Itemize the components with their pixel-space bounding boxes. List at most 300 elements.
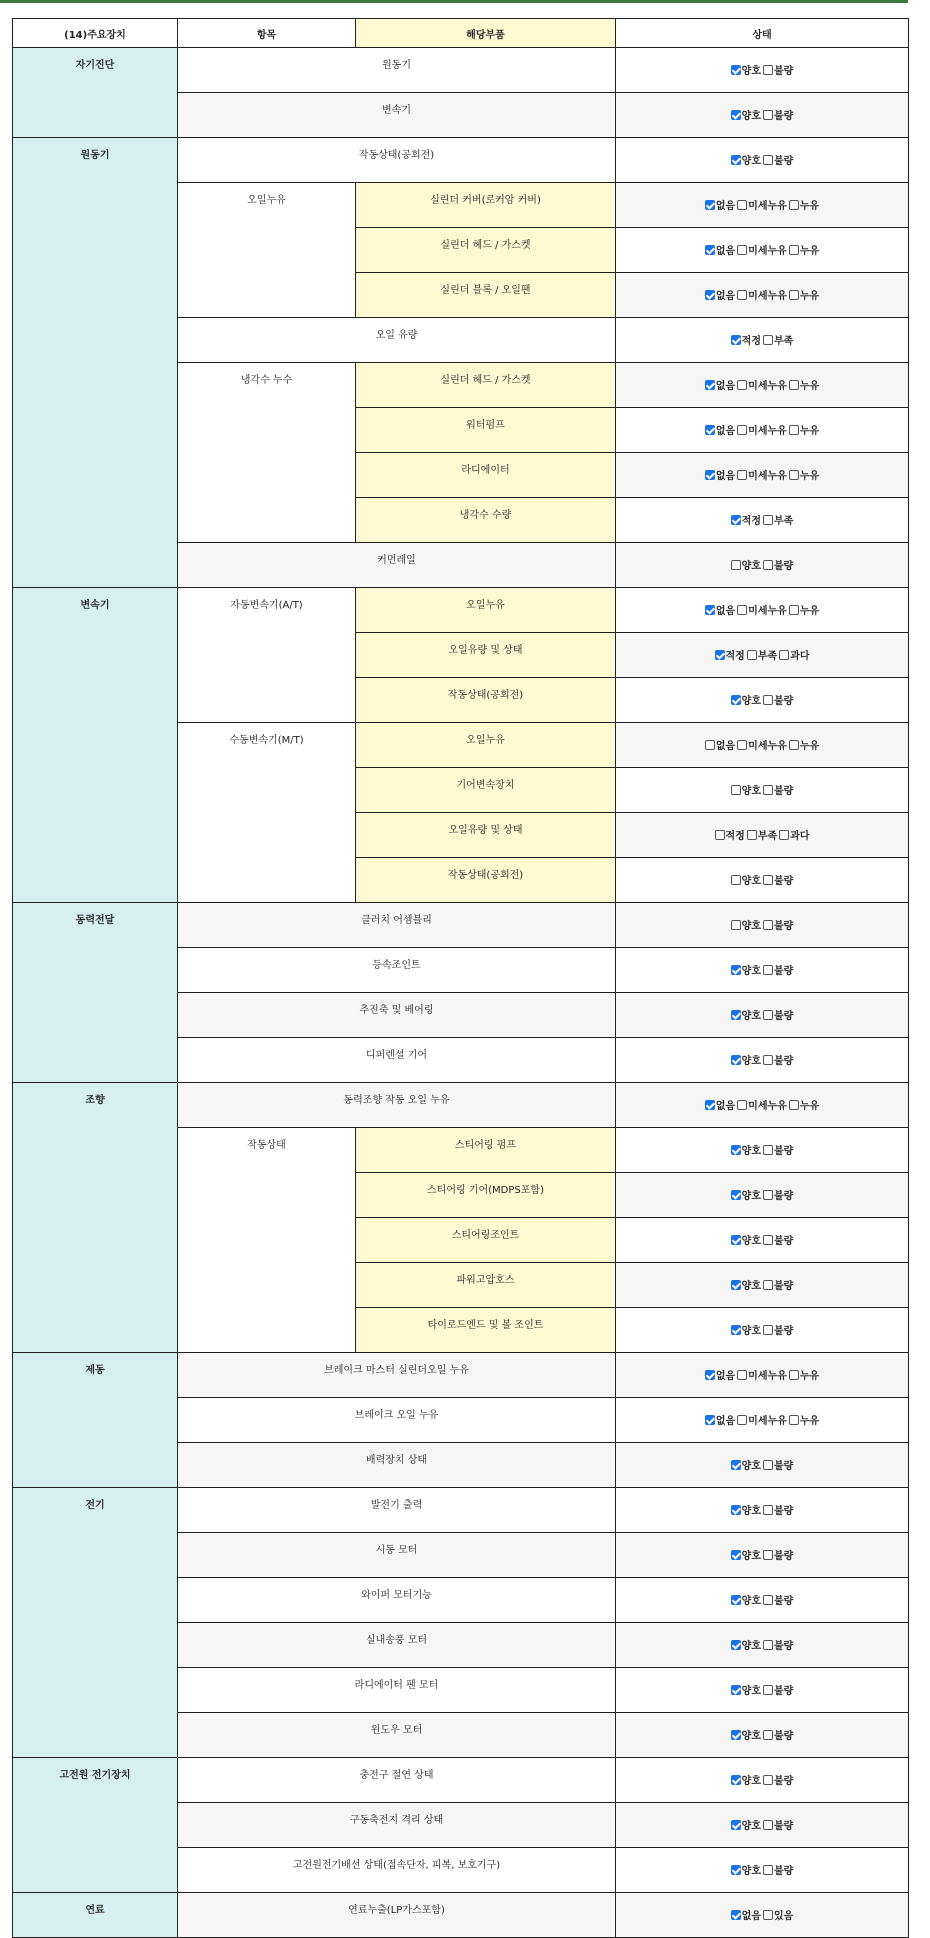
checkbox-bad[interactable] [763, 1235, 773, 1245]
status-option-label: 과다 [790, 651, 810, 663]
status-option-ok[interactable] [715, 647, 745, 662]
status-option-good[interactable] [731, 107, 761, 122]
category-cell: 연료 [13, 1893, 178, 1938]
item-cell: 오일 유량 [178, 318, 616, 363]
checkbox-good[interactable] [731, 1865, 741, 1875]
status-option-label: 양호 [741, 786, 761, 798]
checkbox-bad[interactable] [763, 1325, 773, 1335]
status-option-label: 누유 [799, 1416, 820, 1428]
status-option-none[interactable] [705, 1412, 735, 1427]
checkbox-none[interactable] [705, 1415, 715, 1425]
status-option-label: 미세누유 [748, 741, 787, 753]
status-option-label: 없음 [715, 246, 736, 258]
status-option-label: 부족 [757, 651, 778, 663]
item-cell: 충전구 절연 상태 [178, 1758, 616, 1803]
checkbox-good[interactable] [731, 1550, 741, 1560]
status-option-bad[interactable] [763, 1592, 793, 1607]
status-option-bad[interactable] [763, 1772, 793, 1787]
checkbox-bad[interactable] [763, 1550, 773, 1560]
status-option-label: 누유 [799, 1101, 820, 1113]
status-option-good[interactable] [731, 1322, 761, 1337]
status-option-minor[interactable] [737, 1367, 787, 1382]
checkbox-minor[interactable] [737, 1415, 747, 1425]
status-option-good[interactable] [731, 1862, 761, 1877]
checkbox-low[interactable] [747, 650, 757, 660]
item-cell: 실내송풍 모터 [178, 1623, 616, 1668]
item-cell: 와이퍼 모터기능 [178, 1578, 616, 1623]
status-option-label: 있음 [774, 1911, 794, 1923]
status-option-leak[interactable] [789, 422, 819, 437]
table-row [13, 48, 909, 93]
status-option-label: 미세누유 [748, 291, 787, 303]
status-option-ok[interactable] [715, 827, 745, 842]
status-cell [616, 183, 909, 228]
status-cell [616, 1758, 909, 1803]
checkbox-good[interactable] [731, 110, 741, 120]
checkbox-good[interactable] [731, 965, 741, 975]
checkbox-over[interactable] [779, 650, 789, 660]
status-option-bad[interactable] [763, 1277, 793, 1292]
status-option-bad[interactable] [763, 1187, 793, 1202]
checkbox-good[interactable] [731, 1730, 741, 1740]
status-option-good[interactable] [731, 1052, 761, 1067]
checkbox-good[interactable] [731, 695, 741, 705]
checkbox-minor[interactable] [737, 380, 747, 390]
checkbox-ok[interactable] [731, 335, 741, 345]
status-cell [616, 1488, 909, 1533]
item-cell: 시동 모터 [178, 1533, 616, 1578]
status-option-label: 부족 [774, 516, 794, 528]
status-option-bad[interactable] [763, 1007, 793, 1022]
checkbox-leak[interactable] [789, 245, 799, 255]
status-option-label: 없음 [715, 426, 736, 438]
checkbox-bad[interactable] [763, 695, 773, 705]
status-option-good[interactable] [731, 1187, 761, 1202]
status-option-bad[interactable] [763, 1862, 793, 1877]
checkbox-exist[interactable] [763, 1910, 773, 1920]
status-option-low[interactable] [763, 332, 793, 347]
status-option-minor[interactable] [737, 287, 787, 302]
status-option-leak[interactable] [789, 377, 819, 392]
checkbox-bad[interactable] [763, 1145, 773, 1155]
status-option-leak[interactable] [789, 1097, 819, 1112]
status-option-label: 과다 [790, 831, 810, 843]
status-option-leak[interactable] [789, 1412, 819, 1427]
status-option-good[interactable] [731, 1682, 761, 1697]
status-option-none[interactable] [705, 1367, 735, 1382]
status-cell [616, 318, 909, 363]
status-option-good[interactable] [731, 962, 761, 977]
checkbox-none[interactable] [705, 605, 715, 615]
checkbox-none[interactable] [705, 1100, 715, 1110]
status-option-label: 불량 [774, 1596, 794, 1608]
checkbox-good[interactable] [731, 875, 741, 885]
checkbox-ok[interactable] [715, 650, 725, 660]
status-option-label: 불량 [774, 876, 794, 888]
status-option-label: 누유 [799, 201, 820, 213]
header-part: 해당부품 [356, 19, 616, 48]
status-option-leak[interactable] [789, 737, 819, 752]
checkbox-bad[interactable] [763, 1685, 773, 1695]
checkbox-leak[interactable] [789, 425, 799, 435]
status-option-good[interactable] [731, 1547, 761, 1562]
header-major-device: (14)주요장치 [13, 19, 178, 48]
status-option-label: 불량 [774, 66, 794, 78]
status-option-bad[interactable] [763, 1052, 793, 1067]
item-cell: 원동기 [178, 48, 616, 93]
status-option-label: 없음 [715, 606, 736, 618]
status-option-bad[interactable] [763, 1637, 793, 1652]
checkbox-leak[interactable] [789, 470, 799, 480]
status-option-none[interactable] [705, 737, 735, 752]
status-option-none[interactable] [705, 422, 735, 437]
checkbox-low[interactable] [763, 335, 773, 345]
item-cell: 클러치 어셈블리 [178, 903, 616, 948]
checkbox-leak[interactable] [789, 605, 799, 615]
checkbox-bad[interactable] [763, 875, 773, 885]
checkbox-low[interactable] [763, 515, 773, 525]
checkbox-minor[interactable] [737, 425, 747, 435]
checkbox-good[interactable] [731, 1055, 741, 1065]
item-cell: 작동상태(공회전) [178, 138, 616, 183]
part-cell: 파워고압호스 [356, 1263, 616, 1308]
status-option-label: 양호 [741, 966, 761, 978]
status-cell [616, 1038, 909, 1083]
checkbox-good[interactable] [731, 560, 741, 570]
checkbox-bad[interactable] [763, 65, 773, 75]
status-cell [616, 1623, 909, 1668]
status-option-label: 불량 [774, 1551, 794, 1563]
status-option-none[interactable] [705, 377, 735, 392]
part-cell: 스티어링조인트 [356, 1218, 616, 1263]
status-option-good[interactable] [731, 1727, 761, 1742]
table-row [13, 1353, 909, 1398]
checkbox-bad[interactable] [763, 1505, 773, 1515]
checkbox-bad[interactable] [763, 1730, 773, 1740]
checkbox-leak[interactable] [789, 380, 799, 390]
status-cell [616, 363, 909, 408]
checkbox-leak[interactable] [789, 1415, 799, 1425]
item-cell: 연료누출(LP가스포함) [178, 1893, 616, 1938]
status-option-none[interactable] [705, 602, 735, 617]
item-cell: 등속조인트 [178, 948, 616, 993]
item-cell: 변속기 [178, 93, 616, 138]
status-option-none[interactable] [705, 242, 735, 257]
status-option-exist[interactable] [763, 1907, 793, 1922]
checkbox-none[interactable] [705, 200, 715, 210]
checkbox-good[interactable] [731, 1505, 741, 1515]
item-cell: 고전원전기배선 상태(접속단자, 피복, 보호기구) [178, 1848, 616, 1893]
status-option-none[interactable] [731, 1907, 761, 1922]
item-cell: 라디에이터 팬 모터 [178, 1668, 616, 1713]
checkbox-bad[interactable] [763, 1775, 773, 1785]
checkbox-none[interactable] [705, 1370, 715, 1380]
checkbox-none[interactable] [705, 740, 715, 750]
checkbox-leak[interactable] [789, 290, 799, 300]
checkbox-bad[interactable] [763, 1865, 773, 1875]
status-option-label: 불량 [774, 1056, 794, 1068]
status-option-label: 양호 [741, 876, 761, 888]
checkbox-good[interactable] [731, 1235, 741, 1245]
checkbox-bad[interactable] [763, 1280, 773, 1290]
status-option-bad[interactable] [763, 1142, 793, 1157]
status-option-label: 양호 [741, 1641, 761, 1653]
part-cell: 스티어링 펌프 [356, 1128, 616, 1173]
status-option-bad[interactable] [763, 1817, 793, 1832]
checkbox-none[interactable] [705, 470, 715, 480]
checkbox-bad[interactable] [763, 1460, 773, 1470]
status-option-minor[interactable] [737, 467, 787, 482]
group-item-cell: 자동변속기(A/T) [178, 588, 356, 723]
status-option-good[interactable] [731, 1817, 761, 1832]
status-cell [616, 1353, 909, 1398]
checkbox-bad[interactable] [763, 1010, 773, 1020]
status-option-minor[interactable] [737, 422, 787, 437]
status-option-leak[interactable] [789, 602, 819, 617]
checkbox-over[interactable] [779, 830, 789, 840]
header-item: 항목 [178, 19, 356, 48]
status-cell [616, 1128, 909, 1173]
status-option-over[interactable] [779, 647, 809, 662]
status-option-ok[interactable] [731, 512, 761, 527]
status-option-bad[interactable] [763, 1682, 793, 1697]
part-cell: 오일유량 및 상태 [356, 813, 616, 858]
status-option-good[interactable] [731, 692, 761, 707]
checkbox-bad[interactable] [763, 785, 773, 795]
checkbox-good[interactable] [731, 1775, 741, 1785]
status-option-label: 없음 [715, 741, 736, 753]
status-option-leak[interactable] [789, 242, 819, 257]
status-option-good[interactable] [731, 1457, 761, 1472]
checkbox-minor[interactable] [737, 740, 747, 750]
status-option-bad[interactable] [763, 872, 793, 887]
checkbox-bad[interactable] [763, 1640, 773, 1650]
checkbox-leak[interactable] [789, 1100, 799, 1110]
status-option-good[interactable] [731, 62, 761, 77]
checkbox-minor[interactable] [737, 470, 747, 480]
checkbox-bad[interactable] [763, 110, 773, 120]
status-option-bad[interactable] [763, 692, 793, 707]
status-option-label: 불량 [774, 1776, 794, 1788]
checkbox-bad[interactable] [763, 1595, 773, 1605]
checkbox-none[interactable] [705, 425, 715, 435]
checkbox-good[interactable] [731, 65, 741, 75]
checkbox-bad[interactable] [763, 965, 773, 975]
status-option-bad[interactable] [763, 1457, 793, 1472]
part-cell: 기어변속장치 [356, 768, 616, 813]
status-option-good[interactable] [731, 872, 761, 887]
status-option-label: 누유 [799, 741, 820, 753]
status-option-leak[interactable] [789, 287, 819, 302]
checkbox-minor[interactable] [737, 605, 747, 615]
status-option-minor[interactable] [737, 197, 787, 212]
status-option-label: 양호 [741, 1011, 761, 1023]
status-option-good[interactable] [731, 1142, 761, 1157]
status-cell [616, 723, 909, 768]
status-option-bad[interactable] [763, 1232, 793, 1247]
status-option-none[interactable] [705, 1097, 735, 1112]
checkbox-leak[interactable] [789, 200, 799, 210]
checkbox-leak[interactable] [789, 1370, 799, 1380]
status-option-low[interactable] [747, 827, 777, 842]
status-option-label: 미세누유 [748, 1416, 787, 1428]
status-option-label: 없음 [715, 381, 736, 393]
status-option-good[interactable] [731, 557, 761, 572]
checkbox-low[interactable] [747, 830, 757, 840]
status-option-good[interactable] [731, 1232, 761, 1247]
status-option-label: 미세누유 [748, 1371, 787, 1383]
status-option-low[interactable] [747, 647, 777, 662]
status-option-label: 불량 [774, 1686, 794, 1698]
category-cell: 자기진단 [13, 48, 178, 138]
checkbox-none[interactable] [705, 245, 715, 255]
status-option-ok[interactable] [731, 332, 761, 347]
checkbox-none[interactable] [731, 1910, 741, 1920]
status-cell [616, 858, 909, 903]
status-option-minor[interactable] [737, 602, 787, 617]
checkbox-ok[interactable] [715, 830, 725, 840]
status-option-bad[interactable] [763, 152, 793, 167]
status-option-label: 부족 [774, 336, 794, 348]
checkbox-good[interactable] [731, 920, 741, 930]
checkbox-good[interactable] [731, 1145, 741, 1155]
checkbox-bad[interactable] [763, 560, 773, 570]
checkbox-bad[interactable] [763, 1190, 773, 1200]
item-cell: 발전기 출력 [178, 1488, 616, 1533]
status-option-label: 불량 [774, 1866, 794, 1878]
status-option-leak[interactable] [789, 467, 819, 482]
checkbox-good[interactable] [731, 1280, 741, 1290]
status-option-bad[interactable] [763, 917, 793, 932]
status-option-minor[interactable] [737, 737, 787, 752]
checkbox-good[interactable] [731, 1460, 741, 1470]
status-option-leak[interactable] [789, 1367, 819, 1382]
status-option-label: 양호 [741, 1731, 761, 1743]
checkbox-minor[interactable] [737, 245, 747, 255]
status-option-good[interactable] [731, 1637, 761, 1652]
status-option-label: 불량 [774, 561, 794, 573]
checkbox-good[interactable] [731, 1325, 741, 1335]
checkbox-good[interactable] [731, 785, 741, 795]
checkbox-good[interactable] [731, 1595, 741, 1605]
checkbox-minor[interactable] [737, 200, 747, 210]
status-cell [616, 633, 909, 678]
checkbox-ok[interactable] [731, 515, 741, 525]
checkbox-bad[interactable] [763, 1055, 773, 1065]
status-option-good[interactable] [731, 917, 761, 932]
status-cell [616, 948, 909, 993]
category-cell: 조향 [13, 1083, 178, 1353]
checkbox-bad[interactable] [763, 920, 773, 930]
status-cell [616, 273, 909, 318]
category-cell: 동력전달 [13, 903, 178, 1083]
checkbox-minor[interactable] [737, 1100, 747, 1110]
status-option-good[interactable] [731, 1592, 761, 1607]
status-option-none[interactable] [705, 197, 735, 212]
status-option-good[interactable] [731, 1007, 761, 1022]
status-option-label: 불량 [774, 921, 794, 933]
status-option-label: 부족 [757, 831, 778, 843]
checkbox-none[interactable] [705, 380, 715, 390]
status-option-minor[interactable] [737, 1097, 787, 1112]
status-option-good[interactable] [731, 1772, 761, 1787]
header-status: 상태 [616, 19, 909, 48]
table-row [13, 1893, 909, 1938]
status-option-bad[interactable] [763, 557, 793, 572]
item-cell: 브레이크 마스터 실린더오일 누유 [178, 1353, 616, 1398]
checkbox-good[interactable] [731, 1685, 741, 1695]
status-option-minor[interactable] [737, 377, 787, 392]
checkbox-good[interactable] [731, 1640, 741, 1650]
status-option-label: 양호 [741, 1551, 761, 1563]
status-option-good[interactable] [731, 1502, 761, 1517]
status-option-good[interactable] [731, 152, 761, 167]
status-cell [616, 93, 909, 138]
status-option-leak[interactable] [789, 197, 819, 212]
checkbox-bad[interactable] [763, 155, 773, 165]
status-option-label: 없음 [715, 1416, 736, 1428]
status-option-bad[interactable] [763, 1547, 793, 1562]
status-option-label: 불량 [774, 1731, 794, 1743]
status-option-minor[interactable] [737, 1412, 787, 1427]
checkbox-good[interactable] [731, 1010, 741, 1020]
part-cell: 타이로드엔드 및 볼 조인트 [356, 1308, 616, 1353]
status-option-label: 양호 [741, 1056, 761, 1068]
checkbox-none[interactable] [705, 290, 715, 300]
status-option-label: 양호 [741, 111, 761, 123]
status-option-none[interactable] [705, 287, 735, 302]
checkbox-bad[interactable] [763, 1820, 773, 1830]
part-cell: 실린더 커버(로커암 커버) [356, 183, 616, 228]
status-option-label: 없음 [715, 1101, 736, 1113]
group-item-cell: 냉각수 누수 [178, 363, 356, 543]
category-cell: 제동 [13, 1353, 178, 1488]
category-cell: 고전원 전기장치 [13, 1758, 178, 1893]
checkbox-good[interactable] [731, 1820, 741, 1830]
status-option-label: 양호 [741, 1191, 761, 1203]
checkbox-minor[interactable] [737, 1370, 747, 1380]
status-option-minor[interactable] [737, 242, 787, 257]
status-cell [616, 1443, 909, 1488]
status-cell [616, 228, 909, 273]
status-cell [616, 498, 909, 543]
part-cell: 실린더 블록 / 오일팬 [356, 273, 616, 318]
status-option-bad[interactable] [763, 107, 793, 122]
status-cell [616, 768, 909, 813]
status-option-good[interactable] [731, 782, 761, 797]
status-cell [616, 1398, 909, 1443]
status-option-low[interactable] [763, 512, 793, 527]
status-option-bad[interactable] [763, 1322, 793, 1337]
checkbox-minor[interactable] [737, 290, 747, 300]
status-cell [616, 453, 909, 498]
status-option-label: 양호 [741, 696, 761, 708]
checkbox-good[interactable] [731, 1190, 741, 1200]
status-option-bad[interactable] [763, 782, 793, 797]
group-item-cell: 작동상태 [178, 1128, 356, 1353]
status-option-bad[interactable] [763, 1727, 793, 1742]
status-option-over[interactable] [779, 827, 809, 842]
status-cell [616, 813, 909, 858]
status-option-good[interactable] [731, 1277, 761, 1292]
status-option-label: 미세누유 [748, 426, 787, 438]
status-option-bad[interactable] [763, 62, 793, 77]
checkbox-good[interactable] [731, 155, 741, 165]
status-option-bad[interactable] [763, 962, 793, 977]
status-option-bad[interactable] [763, 1502, 793, 1517]
checkbox-leak[interactable] [789, 740, 799, 750]
status-option-none[interactable] [705, 467, 735, 482]
